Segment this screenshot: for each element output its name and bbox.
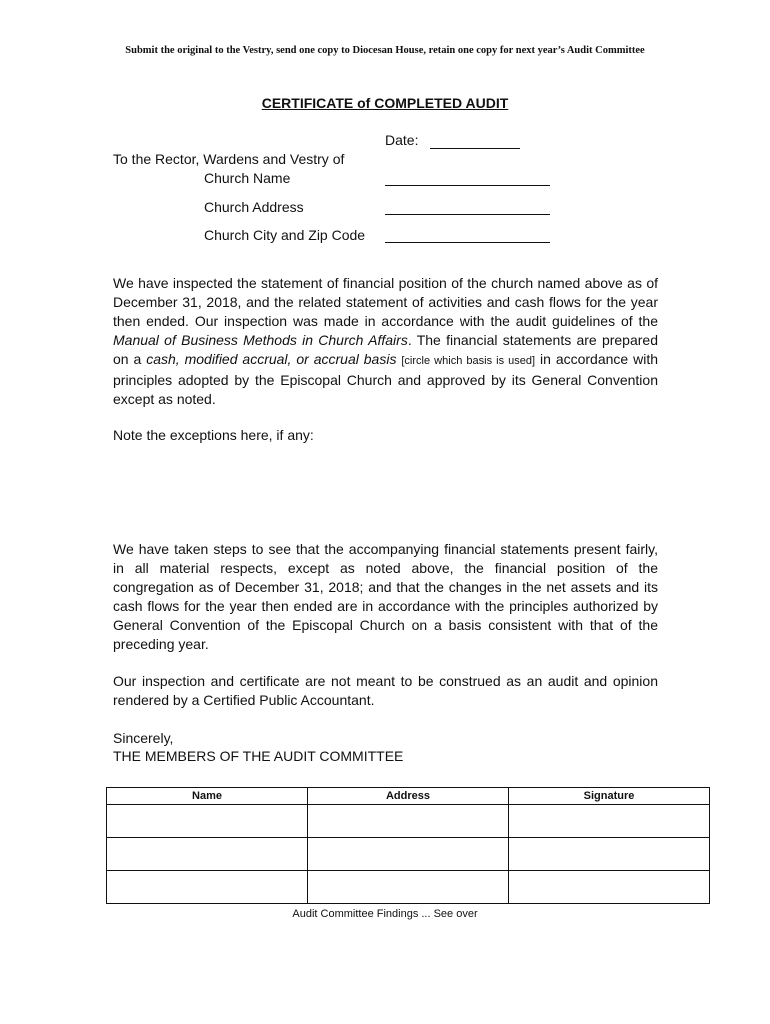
exceptions-area[interactable] [113,450,658,530]
addressee-line: To the Rector, Wardens and Vestry of [113,151,345,167]
sincerely-text: Sincerely, [113,730,174,746]
church-address-field[interactable] [385,214,550,215]
member-signature-cell[interactable] [509,805,710,838]
church-name-field[interactable] [385,185,550,186]
table-header-row [107,788,710,805]
table-row [107,805,710,838]
footer-note: Audit Committee Findings ... See over [292,908,478,920]
committee-heading: THE MEMBERS OF THE AUDIT COMMITTEE [113,748,404,764]
member-address-cell[interactable] [308,838,509,871]
member-signature-cell[interactable] [509,838,710,871]
submission-instruction: Submit the original to the Vestry, send one copy to Diocesan House, retain one copy for next year’s Audit Committee [125,45,645,56]
document-title: CERTIFICATE of COMPLETED AUDIT [261,95,509,111]
member-signature-cell[interactable] [509,871,710,904]
basis-options: cash, modified accrual, or accrual basis [146,351,397,367]
inspection-paragraph: We have inspected the statement of financial position of the church named above as of December 31, 2018, and the related statement of activities and cash flows for the year then ended. Our inspection was made in accordance with the audit guidelines of the Manual of Business Methods in Church Affairs. The financial statements are prepared on a cash, modified accrual, or accrual basis [circle which basis is used] in accordance with principles adopted by the Episcopal Church and approved by its General Convention except as noted. [113,275,659,407]
church-city-zip-field[interactable] [385,242,550,243]
address-column-header: Address [308,788,509,805]
signature-table [106,787,710,904]
table-row [107,871,710,904]
member-name-cell[interactable] [107,838,308,871]
member-name-cell[interactable] [107,871,308,904]
member-address-cell[interactable] [308,805,509,838]
manual-title: Manual of Business Methods in Church Affairs [113,332,408,348]
member-name-cell[interactable] [107,805,308,838]
fair-presentation-paragraph: We have taken steps to see that the accompanying financial statements present fairly, in all material respects, except as noted above, the financial position of the congregation as of December 31, 2018; and that the changes in the net assets and its cash flows for the year then ended are in accordance with the principles authorized by General Convention of the Episcopal Church on a basis consistent with that of the preceding year. [113,541,658,652]
church-name-label: Church Name [204,170,291,186]
signature-column-header: Signature [509,788,710,805]
church-city-zip-label: Church City and Zip Code [204,227,366,243]
name-column-header: Name [107,788,308,805]
basis-note: [circle which basis is used] [401,355,536,367]
date-label: Date: [385,132,419,148]
date-field[interactable] [430,148,520,149]
church-address-label: Church Address [204,199,304,215]
disclaimer-paragraph: Our inspection and certificate are not meant to be construed as an audit and opinion rendered by a Certified Public Accountant. [113,673,658,708]
member-address-cell[interactable] [308,871,509,904]
table-row [107,838,710,871]
exceptions-label: Note the exceptions here, if any: [113,427,314,443]
